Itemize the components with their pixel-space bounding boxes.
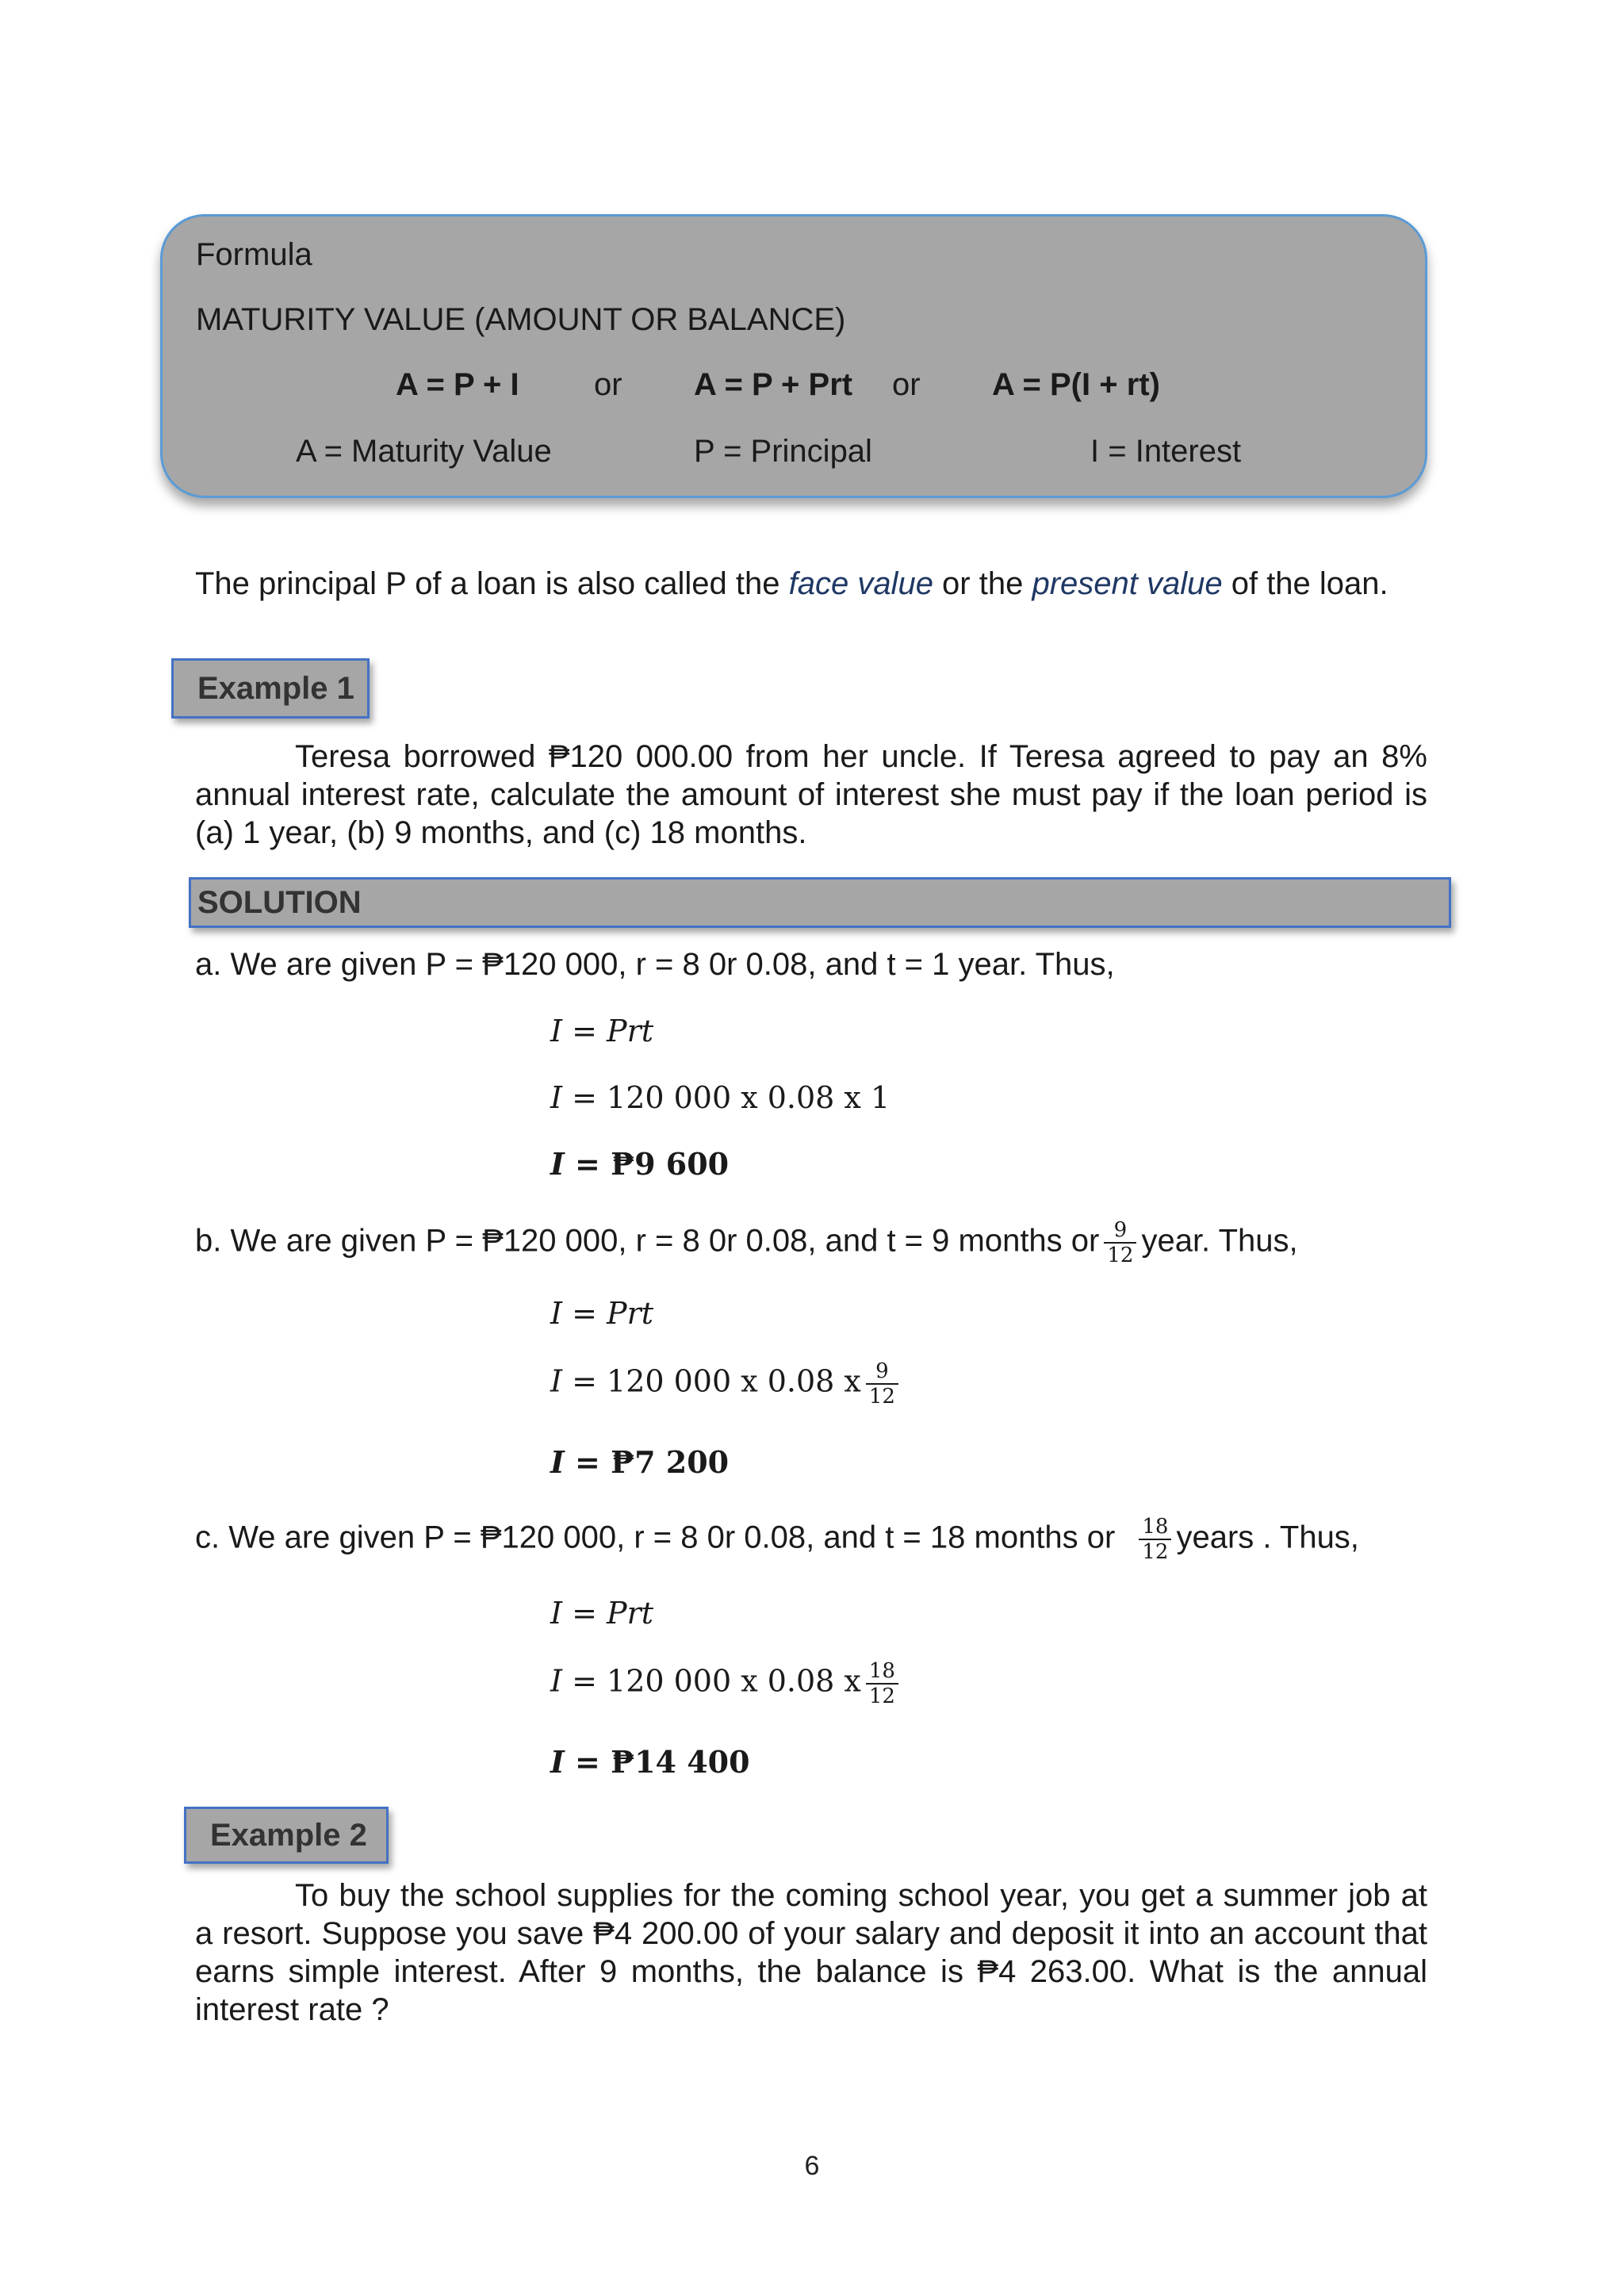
part-b-eq-3: I = ₱7 200 [550,1444,730,1480]
page-number: 6 [804,2151,820,2181]
part-a-statement: a. We are given P = ₱120 000, r = 8 0r 0.08, and t = 1 year. Thus, [195,947,1115,982]
part-b-eq-1: I = Prt [550,1296,654,1331]
part-a-eq-3: I = ₱9 600 [550,1146,730,1182]
part-b-eq-2: I = 120 000 x 0.08 x $\frac{9}{12}$ [550,1359,903,1409]
intro-text-2: or the [933,566,1032,601]
example-1-problem: Teresa borrowed ₱120 000.00 from her uncle. If Teresa agreed to pay an 8% annual interest rate, calculate the amount of interest she must pay if the loan period is (a) 1 year, (b) 9 months, and (c) 18 months. [195,739,1427,850]
part-b-eq-fraction: $\frac{9}{12}$ [866,1359,898,1409]
intro-paragraph [195,565,1427,603]
intro-text-1: The principal P of a loan is also called the [195,566,789,601]
formula-or-1: or [594,367,622,402]
formula-2: A = P + Prt [694,367,853,402]
formula-3: A = P(I + rt) [992,367,1160,402]
part-c-eq-1: I = Prt [550,1596,654,1631]
part-c-eq-2: I = 120 000 x 0.08 x $\frac{18}{12}$ [550,1659,903,1708]
formula-1: A = P + I [396,367,519,402]
formula-heading: Formula [196,237,312,272]
part-a-eq-1: I = Prt [550,1014,654,1048]
term-present-value: present value [1032,566,1223,601]
example-2-problem: To buy the school supplies for the coming school year, you get a summer job at a resort. Suppose you save ₱4 200.00 of your salary and deposit it into an account that earns simple interest. After 9 months, the balance is ₱4 263.00. What is the annual interest rate ? [195,1878,1427,2027]
part-c-eq-3: I = ₱14 400 [550,1744,750,1780]
formula-subheading: MATURITY VALUE (AMOUNT OR BALANCE) [196,302,846,337]
formula-or-2: or [892,367,921,402]
part-c-fraction: $\frac{18}{12}$ [1139,1515,1171,1564]
legend-interest: I = Interest [1090,434,1242,469]
term-face-value: face value [788,566,933,601]
part-a-eq-2: I = 120 000 x 0.08 x 1 [550,1080,891,1115]
formula-box [160,214,1427,498]
part-b-fraction: $\frac{9}{12}$ [1104,1218,1136,1267]
part-b-statement: b. We are given P = ₱120 000, r = 8 0r 0.08, and t = 9 months or $\frac{9}{12}$ year. Thus, [195,1218,1298,1267]
example-1-label: Example 1 [171,658,370,719]
legend-principal: P = Principal [694,434,872,469]
part-c-eq-fraction: $\frac{18}{12}$ [866,1659,898,1708]
example-2-label: Example 2 [184,1807,389,1864]
intro-text-3: of the loan. [1222,566,1388,601]
legend-maturity-value: A = Maturity Value [296,434,552,469]
part-c-statement: c. We are given P = ₱120 000, r = 8 0r 0.08, and t = 18 months or $\frac{18}{12}$ years . Thus, [195,1515,1359,1564]
solution-label: SOLUTION [189,877,1451,928]
